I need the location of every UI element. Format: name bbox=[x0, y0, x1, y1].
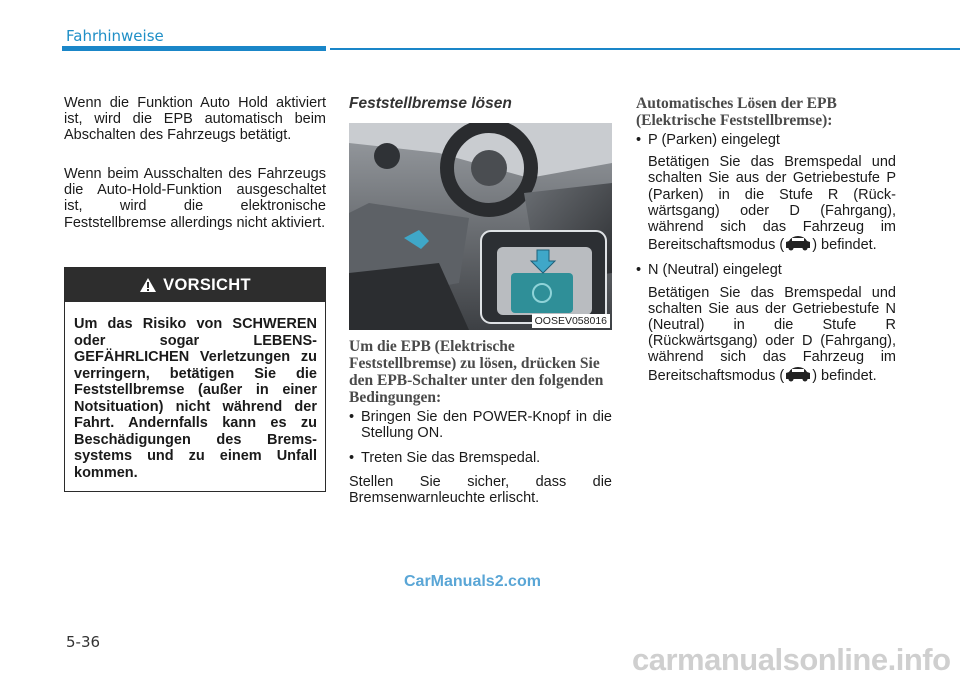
release-conditions-heading: Um die EPB (Elektrische Feststellbremse) zu lösen, drücken Sie den EPB-Schalter unter den folgenden Bedingungen: bbox=[349, 338, 604, 406]
paragraph-auto-hold-off: Wenn beim Ausschalten des Fahrzeugs die Auto-Hold-Funktion ausgeschaltet ist, wird die elektronische Feststellbremse allerdings nicht aktiviert. bbox=[64, 166, 326, 231]
section-title: Fahrhinweise bbox=[66, 27, 164, 45]
list-item bbox=[349, 450, 612, 466]
list-item-text: Betätigen Sie das Bremspedal und schalten Sie aus der Getriebestufe P (Parken) in die Stufe R (Rück-wärtsgang) oder D (Fahrgang), während sich das Fahrzeug im Bereitschaftsmodus ( bbox=[648, 154, 896, 254]
caution-box bbox=[64, 267, 326, 492]
caution-header bbox=[65, 268, 325, 302]
car-ready-icon bbox=[784, 235, 812, 251]
list-item-body bbox=[636, 285, 896, 384]
list-item-text: Betätigen Sie das Bremspedal und schalten Sie aus der Getriebestufe N (Neutral) in die Stufe R (Rückwärtsgang) oder D (Fahrgang), während sich das Fahrzeug im Bereitschaftsmodus ( bbox=[648, 284, 896, 384]
watermark-corner: carmanualsonline.info bbox=[632, 642, 951, 677]
header-rule-thick bbox=[62, 46, 326, 51]
list-item-text: Bringen Sie den POWER-Knopf in die Stellung ON. bbox=[361, 409, 612, 442]
bullet-dot: • bbox=[636, 132, 642, 148]
caution-body: Um das Risiko von SCHWEREN oder sogar LEBENS-GEFÄHRLICHEN Verletzungen zu verringern, betätigen Sie die Feststellbremse (außer in einer Notsituation) nicht während der Fahrt. Andernfalls kann es zu Beschädigungen des Brems-systems und zu einem Unfall kommen. bbox=[74, 316, 317, 481]
bullet-dot: • bbox=[349, 450, 355, 467]
heading-release-parking-brake: Feststellbremse lösen bbox=[349, 95, 512, 112]
release-conditions-list bbox=[349, 409, 612, 506]
list-item bbox=[636, 262, 896, 278]
list-item-text: ) befindet. bbox=[812, 367, 877, 384]
list-item-text: ) befindet. bbox=[812, 237, 877, 254]
image-code: OOSEV058016 bbox=[532, 314, 610, 328]
warning-triangle-icon bbox=[139, 277, 157, 293]
car-interior-image bbox=[349, 123, 612, 330]
epb-illustration bbox=[349, 123, 612, 330]
bullet-dot: • bbox=[349, 409, 355, 425]
caution-title: VORSICHT bbox=[163, 275, 251, 294]
paragraph-warning-light: Stellen Sie sicher, dass die Bremsenwarnleuchte erlischt. bbox=[349, 473, 612, 506]
paragraph-auto-hold: Wenn die Funktion Auto Hold aktiviert ist, wird die EPB automatisch beim Abschalten des Fahrzeugs betätigt. bbox=[64, 95, 326, 144]
list-item-title: N (Neutral) eingelegt bbox=[648, 262, 782, 279]
auto-release-list bbox=[636, 132, 896, 384]
list-item-body bbox=[636, 154, 896, 253]
car-ready-icon bbox=[784, 366, 812, 382]
list-item bbox=[636, 132, 896, 148]
auto-release-heading: Automatisches Lösen der EPB (Elektrische Feststellbremse): bbox=[636, 95, 837, 129]
list-item-text: Treten Sie das Bremspedal. bbox=[361, 450, 541, 467]
list-item bbox=[349, 409, 612, 441]
list-item-title: P (Parken) eingelegt bbox=[648, 132, 780, 148]
bullet-dot: • bbox=[636, 262, 642, 279]
header-rule-thin bbox=[330, 48, 960, 50]
page-number: 5-36 bbox=[66, 633, 101, 651]
watermark-link[interactable]: CarManuals2.com bbox=[404, 573, 541, 590]
